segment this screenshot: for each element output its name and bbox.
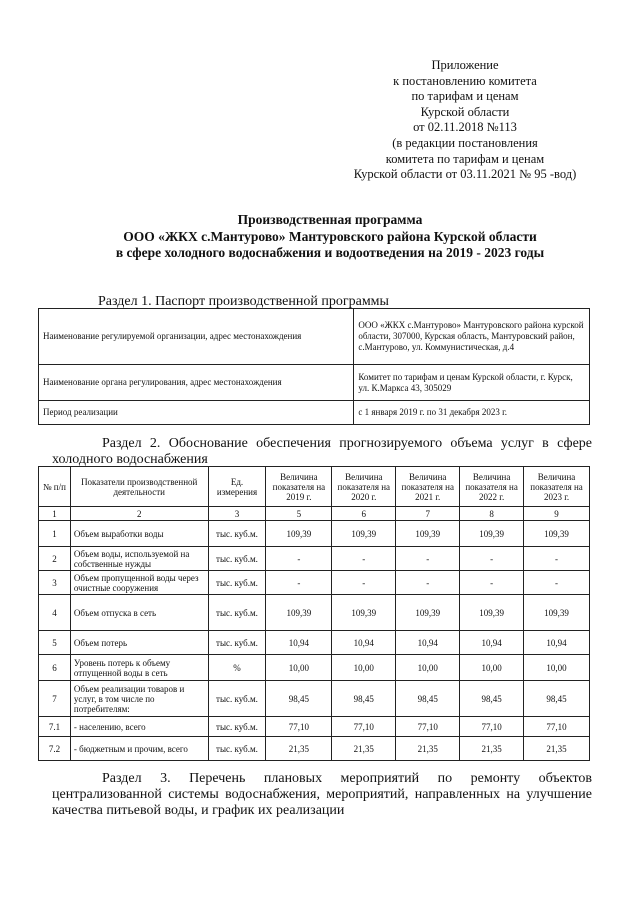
row-number: 2	[39, 547, 71, 571]
row-value: 77,10	[266, 717, 332, 737]
row-unit: тыс. куб.м.	[208, 547, 266, 571]
row-value: 109,39	[266, 521, 332, 547]
row-value: 10,00	[332, 655, 396, 681]
row-value: 10,00	[266, 655, 332, 681]
column-number: 2	[70, 507, 208, 521]
row-value: 98,45	[524, 681, 590, 717]
column-header: Величина показателя на 2019 г.	[266, 467, 332, 507]
row-value: 21,35	[332, 737, 396, 761]
passport-label: Наименование органа регулирования, адрес местонахождения	[39, 365, 354, 401]
row-value: -	[266, 547, 332, 571]
row-value: 21,35	[460, 737, 524, 761]
row-indicator: Объем воды, используемой на собственные нужды	[70, 547, 208, 571]
row-value: -	[332, 547, 396, 571]
column-header: № п/п	[39, 467, 71, 507]
row-value: -	[460, 547, 524, 571]
section3-heading: Раздел 3. Перечень плановых мероприятий по ремонту объектов централизованной системы водоснабжения, мероприятий, направленных на улучшение качества питьевой воды, и график их реализации	[52, 771, 592, 818]
row-unit: тыс. куб.м.	[208, 737, 266, 761]
column-number: 7	[396, 507, 460, 521]
row-number: 5	[39, 631, 71, 655]
row-value: -	[332, 571, 396, 595]
row-value: 109,39	[460, 595, 524, 631]
table-row	[39, 309, 590, 365]
row-value: 77,10	[396, 717, 460, 737]
row-number: 3	[39, 571, 71, 595]
column-header: Показатели производственной деятельности	[70, 467, 208, 507]
passport-value: Комитет по тарифам и ценам Курской области, г. Курск, ул. К.Маркса 43, 305029	[354, 365, 590, 401]
row-value: -	[460, 571, 524, 595]
table-row	[39, 717, 590, 737]
row-number: 1	[39, 521, 71, 547]
table-row	[39, 521, 590, 547]
column-number: 8	[460, 507, 524, 521]
column-number: 3	[208, 507, 266, 521]
row-indicator: Уровень потерь к объему отпущенной воды в сеть	[70, 655, 208, 681]
appendix-line: комитета по тарифам и ценам	[385, 151, 545, 166]
appendix-line: Курской области от 03.11.2021 № 95 -вод)	[353, 167, 577, 182]
column-header: Величина показателя на 2022 г.	[460, 467, 524, 507]
row-value: 109,39	[524, 521, 590, 547]
row-number: 7.1	[39, 717, 71, 737]
appendix-line: к постановлению комитета	[393, 73, 537, 88]
table-row	[39, 631, 590, 655]
column-header: Величина показателя на 2020 г.	[332, 467, 396, 507]
passport-value: с 1 января 2019 г. по 31 декабря 2023 г.	[354, 401, 590, 425]
row-unit: %	[208, 655, 266, 681]
row-value: -	[266, 571, 332, 595]
row-unit: тыс. куб.м.	[208, 631, 266, 655]
passport-value: ООО «ЖКХ с.Мантурово» Мантуровского района курской области, 307000, Курская область, Мантуровский район, с.Мантурово, ул. Коммунистическая, д.4	[354, 309, 590, 365]
row-unit: тыс. куб.м.	[208, 681, 266, 717]
section2-heading: Раздел 2. Обоснование обеспечения прогнозируемого объема услуг в сфере холодного водоснабжения	[52, 436, 592, 467]
row-indicator: Объем выработки воды	[70, 521, 208, 547]
column-number: 9	[524, 507, 590, 521]
row-value: -	[396, 571, 460, 595]
row-unit: тыс. куб.м.	[208, 595, 266, 631]
row-number: 4	[39, 595, 71, 631]
row-indicator: Объем отпуска в сеть	[70, 595, 208, 631]
appendix-line: (в редакции постановления	[392, 135, 538, 150]
row-value: 109,39	[266, 595, 332, 631]
table-row	[39, 365, 590, 401]
row-value: 77,10	[524, 717, 590, 737]
column-header: Ед. измерения	[208, 467, 266, 507]
table-row	[39, 737, 590, 761]
title-line: Производственная программа	[237, 212, 423, 227]
column-number: 1	[39, 507, 71, 521]
title-line: в сфере холодного водоснабжения и водоотведения на 2019 - 2023 годы	[115, 245, 545, 260]
row-value: -	[396, 547, 460, 571]
row-value: 10,00	[524, 655, 590, 681]
row-value: 10,00	[460, 655, 524, 681]
column-number: 5	[266, 507, 332, 521]
row-value: 109,39	[332, 595, 396, 631]
passport-label: Наименование регулируемой организации, адрес местонахождения	[39, 309, 354, 365]
row-indicator: - населению, всего	[70, 717, 208, 737]
title-line: ООО «ЖКХ с.Мантурово» Мантуровского района Курской области	[123, 228, 537, 244]
table-row	[39, 547, 590, 571]
row-value: 10,94	[524, 631, 590, 655]
row-value: 21,35	[524, 737, 590, 761]
appendix-line: от 02.11.2018 №113	[413, 120, 517, 135]
row-value: 10,94	[460, 631, 524, 655]
row-number: 7	[39, 681, 71, 717]
table-row	[39, 655, 590, 681]
program-title	[70, 212, 590, 262]
row-value: 109,39	[524, 595, 590, 631]
row-number: 7.2	[39, 737, 71, 761]
row-unit: тыс. куб.м.	[208, 717, 266, 737]
row-indicator: - бюджетным и прочим, всего	[70, 737, 208, 761]
row-value: 98,45	[332, 681, 396, 717]
row-unit: тыс. куб.м.	[208, 521, 266, 547]
table-row	[39, 401, 590, 425]
row-number: 6	[39, 655, 71, 681]
row-value: 109,39	[396, 595, 460, 631]
appendix-line: Курской области	[420, 104, 510, 119]
row-value: 98,45	[266, 681, 332, 717]
appendix-line: по тарифам и ценам	[411, 89, 519, 104]
row-value: 10,94	[332, 631, 396, 655]
table-header-row	[39, 467, 590, 507]
row-value: 109,39	[460, 521, 524, 547]
row-indicator: Объем пропущенной воды через очистные сооружения	[70, 571, 208, 595]
row-value: 21,35	[396, 737, 460, 761]
appendix-line: Приложение	[431, 58, 499, 72]
row-value: 109,39	[332, 521, 396, 547]
row-indicator: Объем реализации товаров и услуг, в том числе по потребителям:	[70, 681, 208, 717]
row-value: 109,39	[396, 521, 460, 547]
column-number-row	[39, 507, 590, 521]
row-value: 10,94	[396, 631, 460, 655]
row-value: 98,45	[460, 681, 524, 717]
row-indicator: Объем потерь	[70, 631, 208, 655]
row-value: 10,00	[396, 655, 460, 681]
column-number: 6	[332, 507, 396, 521]
row-value: 77,10	[332, 717, 396, 737]
row-value: -	[524, 547, 590, 571]
section1-heading: Раздел 1. Паспорт производственной программы	[98, 294, 389, 309]
column-header: Величина показателя на 2021 г.	[396, 467, 460, 507]
row-value: 10,94	[266, 631, 332, 655]
production-table	[38, 466, 590, 761]
table-row	[39, 681, 590, 717]
row-value: 77,10	[460, 717, 524, 737]
passport-label: Период реализации	[39, 401, 354, 425]
column-header: Величина показателя на 2023 г.	[524, 467, 590, 507]
table-row	[39, 595, 590, 631]
row-unit: тыс. куб.м.	[208, 571, 266, 595]
row-value: -	[524, 571, 590, 595]
table-row	[39, 571, 590, 595]
appendix-block	[330, 58, 600, 183]
passport-table	[38, 308, 590, 425]
row-value: 21,35	[266, 737, 332, 761]
row-value: 98,45	[396, 681, 460, 717]
